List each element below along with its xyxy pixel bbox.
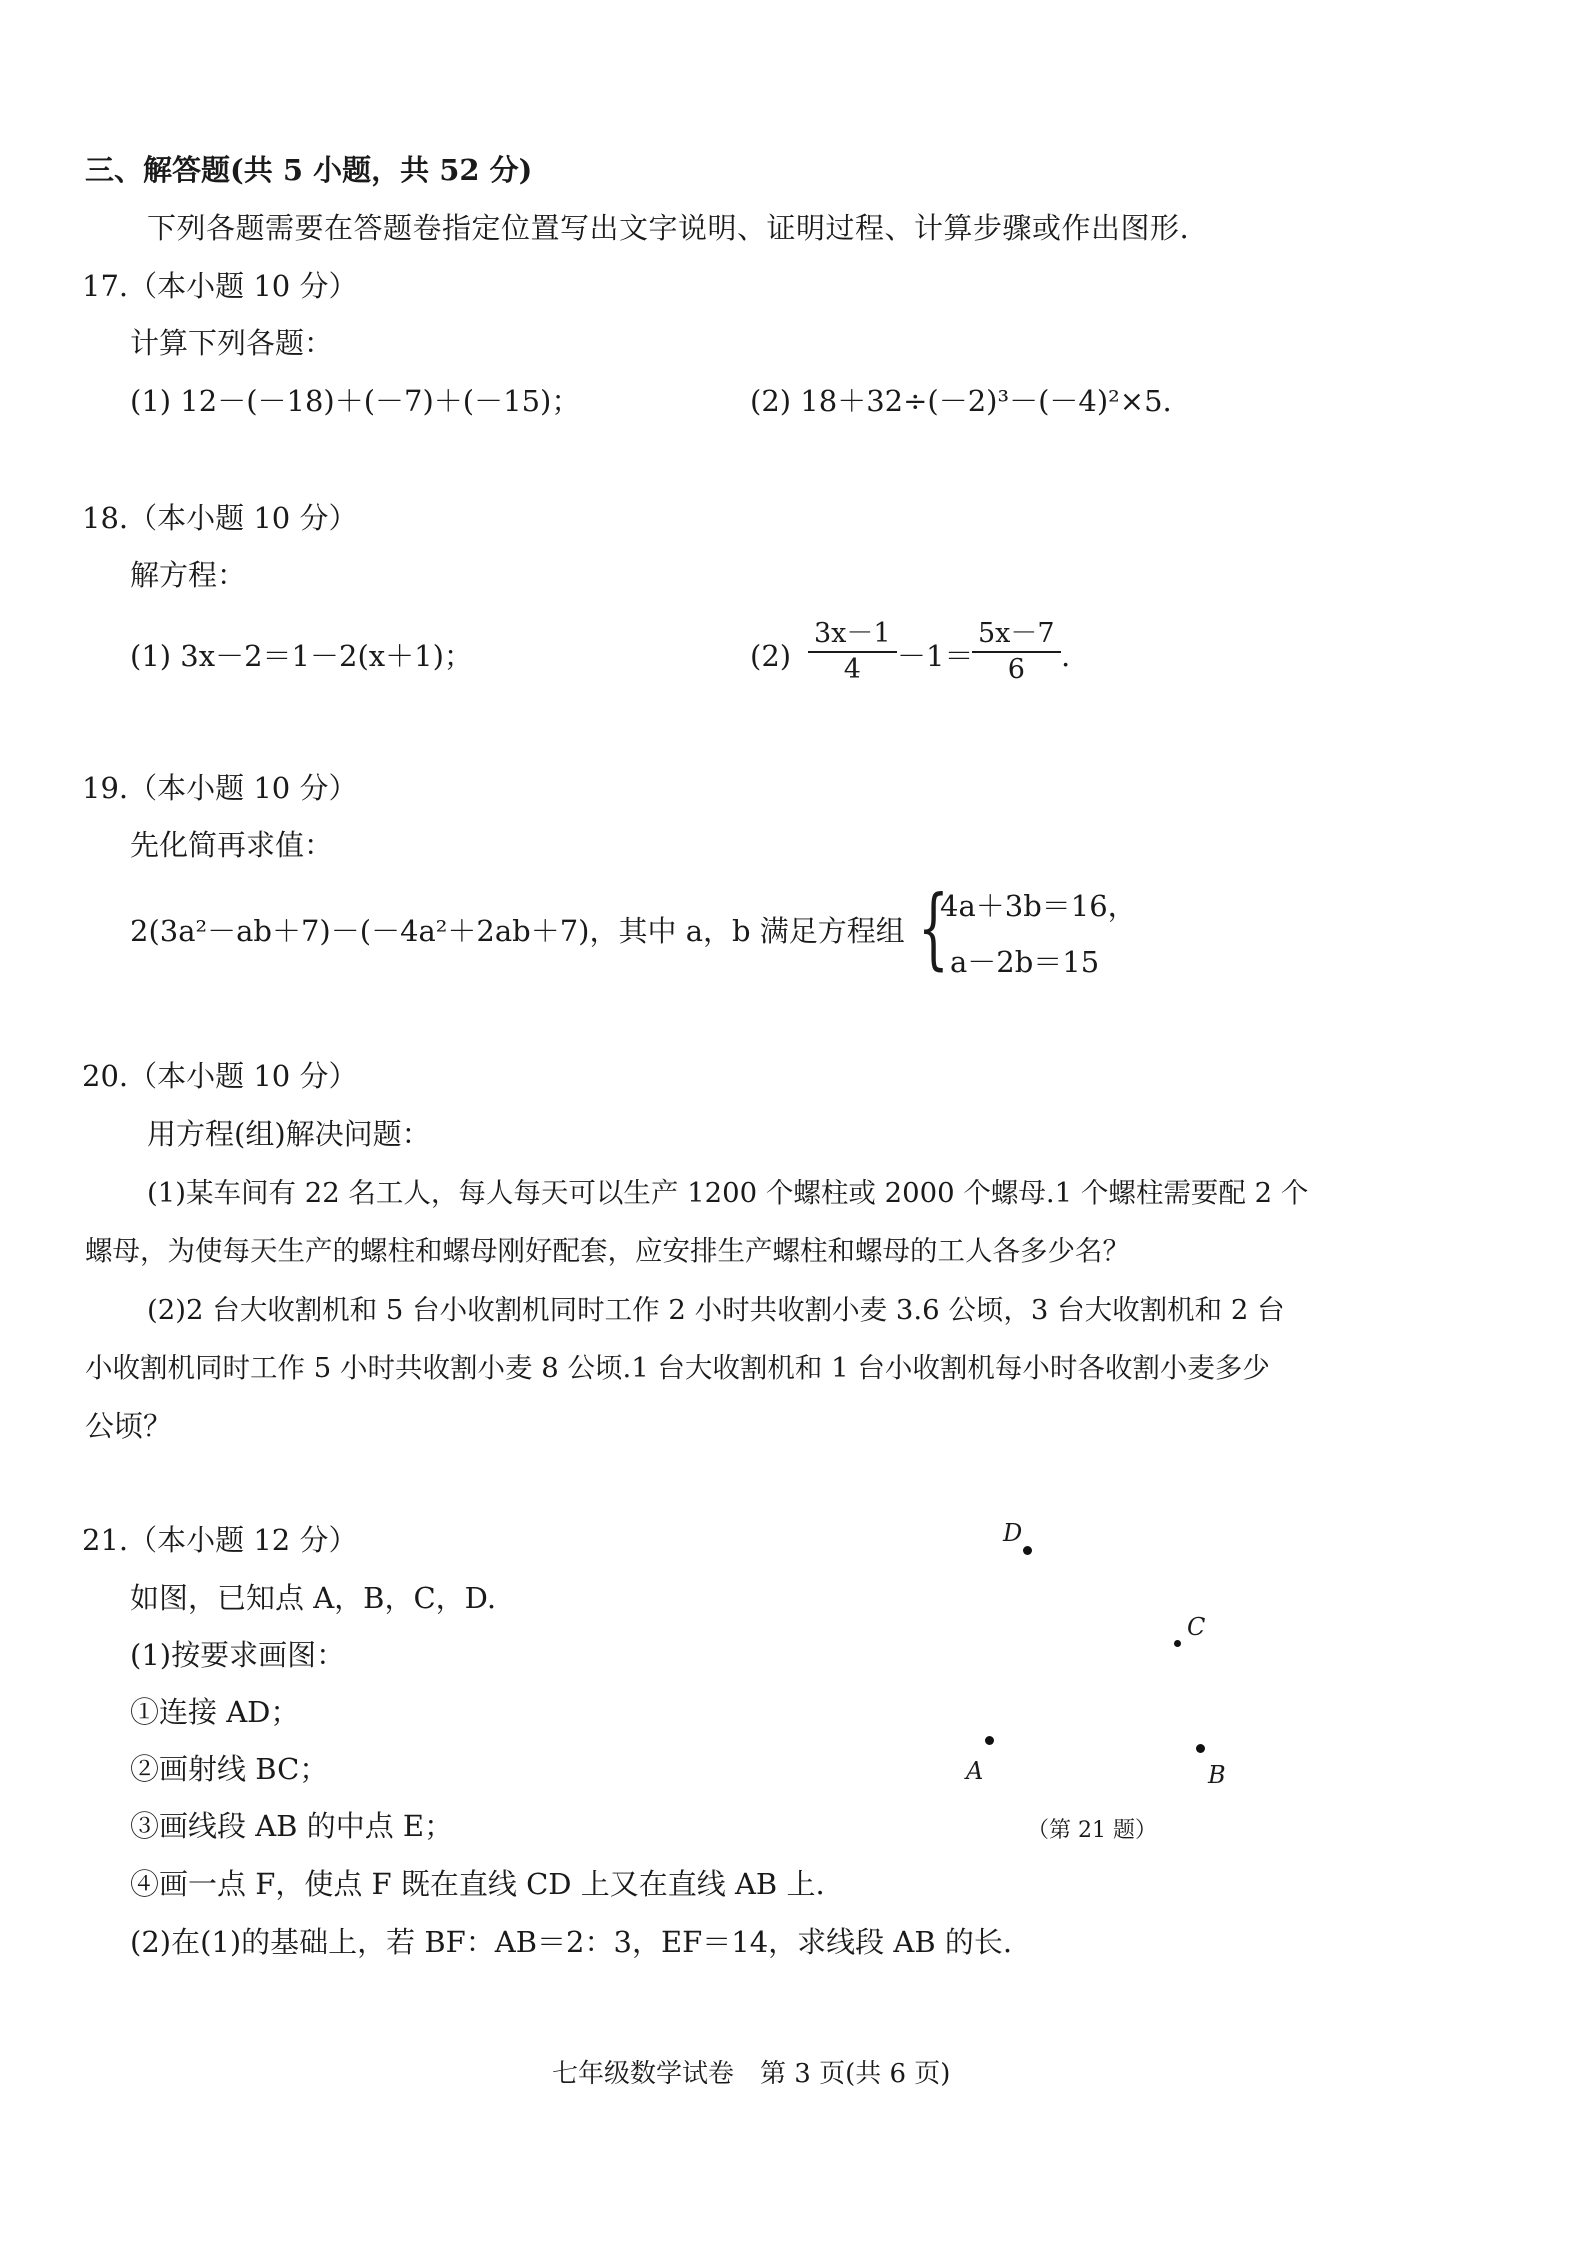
- q18-fraction-left: [808, 617, 897, 687]
- q18-header: 18.（本小题 10 分）: [82, 501, 358, 535]
- q21-prompt: 如图，已知点 A，B，C，D.: [130, 1581, 497, 1615]
- q18-part2-label: (2): [750, 639, 792, 673]
- q21-sub1: (1)按要求画图：: [130, 1638, 346, 1672]
- q17-part2: (2) 18＋32÷(－2)³－(－4)²×5.: [750, 384, 1172, 418]
- point-c: [1174, 1640, 1181, 1647]
- q17-prompt: 计算下列各题：: [130, 326, 334, 360]
- point-b-label: B: [1208, 1761, 1226, 1789]
- q18-end: .: [1061, 639, 1071, 673]
- figure-caption: （第 21 题）: [1027, 1818, 1157, 1843]
- point-a: [985, 1736, 994, 1745]
- q20-part1-line1: (1)某车间有 22 名工人，每人每天可以生产 1200 个螺柱或 2000 个螺母.1 个螺柱需要配 2 个: [147, 1177, 1309, 1209]
- q18-middle: －1＝: [897, 639, 974, 673]
- q20-part2-line2: 小收割机同时工作 5 小时共收割小麦 8 公顷.1 台大收割机和 1 台小收割机每小时各收割小麦多少: [85, 1352, 1270, 1384]
- page-footer: 七年级数学试卷 第 3 页(共 6 页): [552, 2059, 951, 2089]
- q19-prompt: 先化简再求值：: [130, 828, 334, 862]
- q21-step4: ④画一点 F，使点 F 既在直线 CD 上又在直线 AB 上.: [130, 1867, 825, 1901]
- q19-equation-2: a－2b＝15: [950, 945, 1100, 979]
- point-d: [1023, 1546, 1032, 1555]
- q20-header: 20.（本小题 10 分）: [82, 1059, 358, 1093]
- point-b: [1196, 1744, 1205, 1753]
- q19-equation-1: 4a＋3b＝16，: [940, 889, 1137, 923]
- q21-step3: ③画线段 AB 的中点 E；: [130, 1809, 454, 1843]
- q21-step2: ②画射线 BC；: [130, 1752, 329, 1786]
- point-d-label: D: [1003, 1519, 1023, 1547]
- q19-header: 19.（本小题 10 分）: [82, 771, 358, 805]
- q18-prompt: 解方程：: [130, 558, 247, 592]
- point-a-label: A: [966, 1757, 984, 1785]
- q21-header: 21.（本小题 12 分）: [82, 1523, 358, 1557]
- q20-part1-line2: 螺母，为使每天生产的螺柱和螺母刚好配套，应安排生产螺柱和螺母的工人各多少名？: [85, 1235, 1130, 1267]
- q20-part2-line3: 公顷？: [85, 1409, 173, 1443]
- section-heading: 三、解答题(共 5 小题，共 52 分): [85, 153, 533, 187]
- q18-fraction-right: [972, 617, 1061, 687]
- q19-system-brace: {: [918, 876, 949, 979]
- q18-fraction-right-numerator: 5x－7: [972, 617, 1061, 653]
- q18-fraction-left-denominator: 4: [843, 654, 861, 685]
- q18-fraction-right-denominator: 6: [1007, 654, 1025, 685]
- q20-prompt: 用方程(组)解决问题：: [147, 1117, 431, 1151]
- q19-expression: 2(3a²－ab＋7)－(－4a²＋2ab＋7)，其中 a，b 满足方程组: [130, 914, 905, 948]
- q17-header: 17.（本小题 10 分）: [82, 269, 358, 303]
- q21-step1: ①连接 AD；: [130, 1695, 300, 1729]
- q21-sub2: (2)在(1)的基础上，若 BF：AB＝2：3，EF＝14，求线段 AB 的长.: [130, 1925, 1013, 1959]
- q18-fraction-left-numerator: 3x－1: [808, 617, 897, 653]
- q17-part1: (1) 12－(－18)＋(－7)＋(－15)；: [130, 384, 581, 418]
- q18-part1: (1) 3x－2＝1－2(x＋1)；: [130, 639, 473, 673]
- q20-part2-line1: (2)2 台大收割机和 5 台小收割机同时工作 2 小时共收割小麦 3.6 公顷，3 台大收割机和 2 台: [147, 1294, 1285, 1326]
- section-instruction: 下列各题需要在答题卷指定位置写出文字说明、证明过程、计算步骤或作出图形.: [147, 211, 1190, 245]
- point-c-label: C: [1187, 1613, 1206, 1641]
